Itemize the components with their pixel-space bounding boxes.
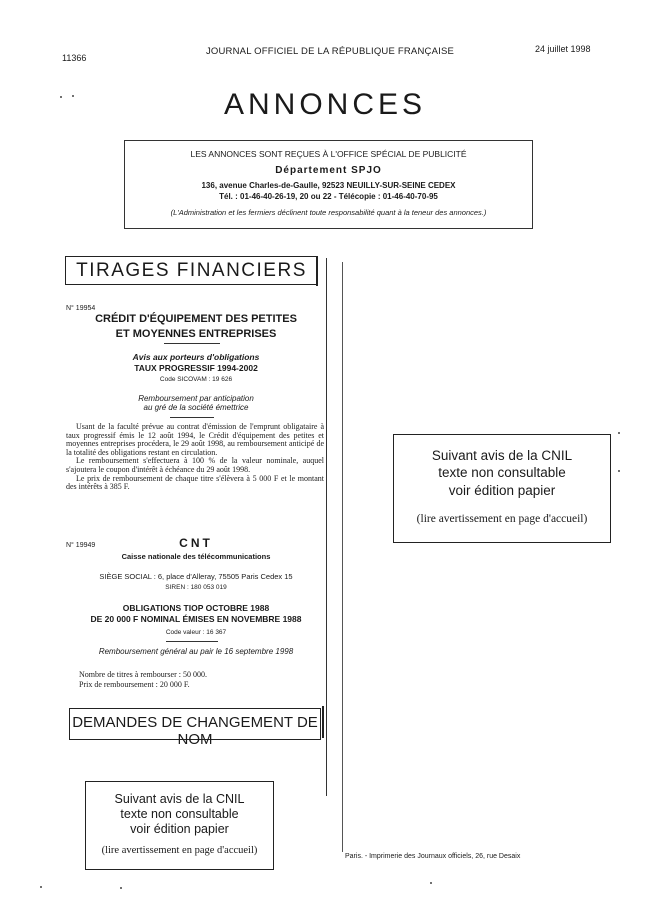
- notice-subtitle: Avis aux porteurs d'obligations: [132, 352, 260, 362]
- page-number: 11366: [62, 53, 87, 63]
- notice-code: Code valeur : 16 367: [165, 629, 227, 636]
- info-line: LES ANNONCES SONT REÇUES À L'OFFICE SPÉCIAL DE PUBLICITÉ: [190, 149, 467, 159]
- page-title: ANNONCES: [223, 88, 427, 121]
- notice-obligations: DE 20 000 F NOMINAL ÉMISES EN NOVEMBRE 1988: [90, 614, 302, 624]
- issue-date: 24 juillet 1998: [535, 44, 591, 54]
- separator-rule: [164, 343, 220, 344]
- paragraph: Le remboursement s'effectuera à 100 % de la valeur nominale, auquel s'ajoutera le coupon d'intérêt à échéance du 29 août 1998.: [66, 456, 324, 474]
- paragraph: Usant de la faculté prévue au contrat d'émission de l'emprunt obligataire à taux progressif émis le 12 août 1994, le Crédit d'équipement des petites et moyennes entreprises procédera, le 29 août 1998, au remboursement anticipé de la totalité des obligations restant en circulation.: [66, 422, 324, 457]
- cnil-line: texte non consultable: [120, 807, 239, 821]
- notice-remboursement: Remboursement par anticipation: [138, 394, 254, 403]
- notice-remboursement: Remboursement général au pair le 16 septembre 1998: [98, 647, 294, 656]
- cnil-line: voir édition papier: [448, 483, 556, 498]
- notice-number: N° 19949: [66, 542, 96, 549]
- notice-title: CRÉDIT D'ÉQUIPEMENT DES PETITES: [95, 313, 297, 325]
- notice-title: ET MOYENNES ENTREPRISES: [115, 328, 277, 340]
- paragraph: Le prix de remboursement de chaque titre s'élèvera à 5 000 F et le montant des intérêts à 385 F.: [66, 473, 324, 492]
- cnil-advisory: (lire avertissement en page d'accueil): [416, 513, 588, 525]
- notice-siren: SIREN : 180 053 019: [165, 584, 227, 591]
- section-heading-label: DEMANDES DE CHANGEMENT DE NOM: [72, 714, 318, 748]
- section-heading-label: TIRAGES FINANCIERS: [76, 260, 307, 281]
- info-address: 136, avenue Charles-de-Gaulle, 92523 NEUILLY-SUR-SEINE CEDEX: [201, 181, 456, 190]
- notice-prix: Prix de remboursement : 20 000 F.: [79, 680, 190, 689]
- scan-speck: [60, 96, 62, 98]
- notice-nombre: Nombre de titres à rembourser : 50 000.: [79, 670, 207, 679]
- scan-speck: [120, 887, 122, 889]
- heading-tick: [316, 256, 324, 286]
- separator-rule: [166, 641, 218, 642]
- cnil-notice-box: [393, 434, 611, 543]
- notice-siege: SIÈGE SOCIAL : 6, place d'Alleray, 75505 Paris Cedex 15: [99, 572, 293, 581]
- journal-title: JOURNAL OFFICIEL DE LA RÉPUBLIQUE FRANÇAISE: [205, 46, 455, 57]
- cnil-line: Suivant avis de la CNIL: [431, 448, 573, 463]
- notice-code: Code SICOVAM : 19 626: [159, 376, 233, 383]
- notice-obligations: OBLIGATIONS TIOP OCTOBRE 1988: [122, 603, 270, 613]
- scan-speck: [618, 470, 620, 472]
- scan-speck: [430, 882, 432, 884]
- cnil-line: texte non consultable: [438, 465, 566, 480]
- cnil-line: voir édition papier: [130, 822, 229, 836]
- info-telephone: Tél. : 01-46-40-26-19, 20 ou 22 - Télécopie : 01-46-40-70-95: [219, 192, 438, 201]
- info-box: [124, 140, 533, 229]
- notice-number: N° 19954: [66, 305, 96, 312]
- notice-title: CNT: [179, 536, 213, 550]
- notice-body: [66, 423, 324, 492]
- scan-speck: [618, 432, 620, 434]
- cnil-line: Suivant avis de la CNIL: [114, 792, 245, 806]
- notice-subtitle: TAUX PROGRESSIF 1994-2002: [134, 363, 258, 373]
- separator-rule: [170, 417, 214, 418]
- scan-speck: [72, 95, 74, 97]
- info-disclaimer: (L'Administration et les fermiers déclinent toute responsabilité quant à la teneur des annonces.): [170, 208, 487, 217]
- column-divider: [326, 258, 327, 796]
- column-divider: [342, 262, 343, 852]
- scan-speck: [40, 886, 42, 888]
- section-heading-demandes: [69, 708, 321, 748]
- info-department: Département SPJO: [275, 165, 382, 176]
- notice-remboursement: au gré de la société émettrice: [143, 403, 249, 412]
- notice-subtitle: Caisse nationale des télécommunications: [121, 552, 271, 561]
- cnil-notice-box: [85, 781, 274, 870]
- section-heading-tirages: [65, 256, 318, 285]
- heading-tick: [322, 706, 324, 738]
- imprint-line: Paris. - Imprimerie des Journaux officiels, 26, rue Desaix: [345, 853, 521, 860]
- cnil-advisory: (lire avertissement en page d'accueil): [101, 845, 258, 856]
